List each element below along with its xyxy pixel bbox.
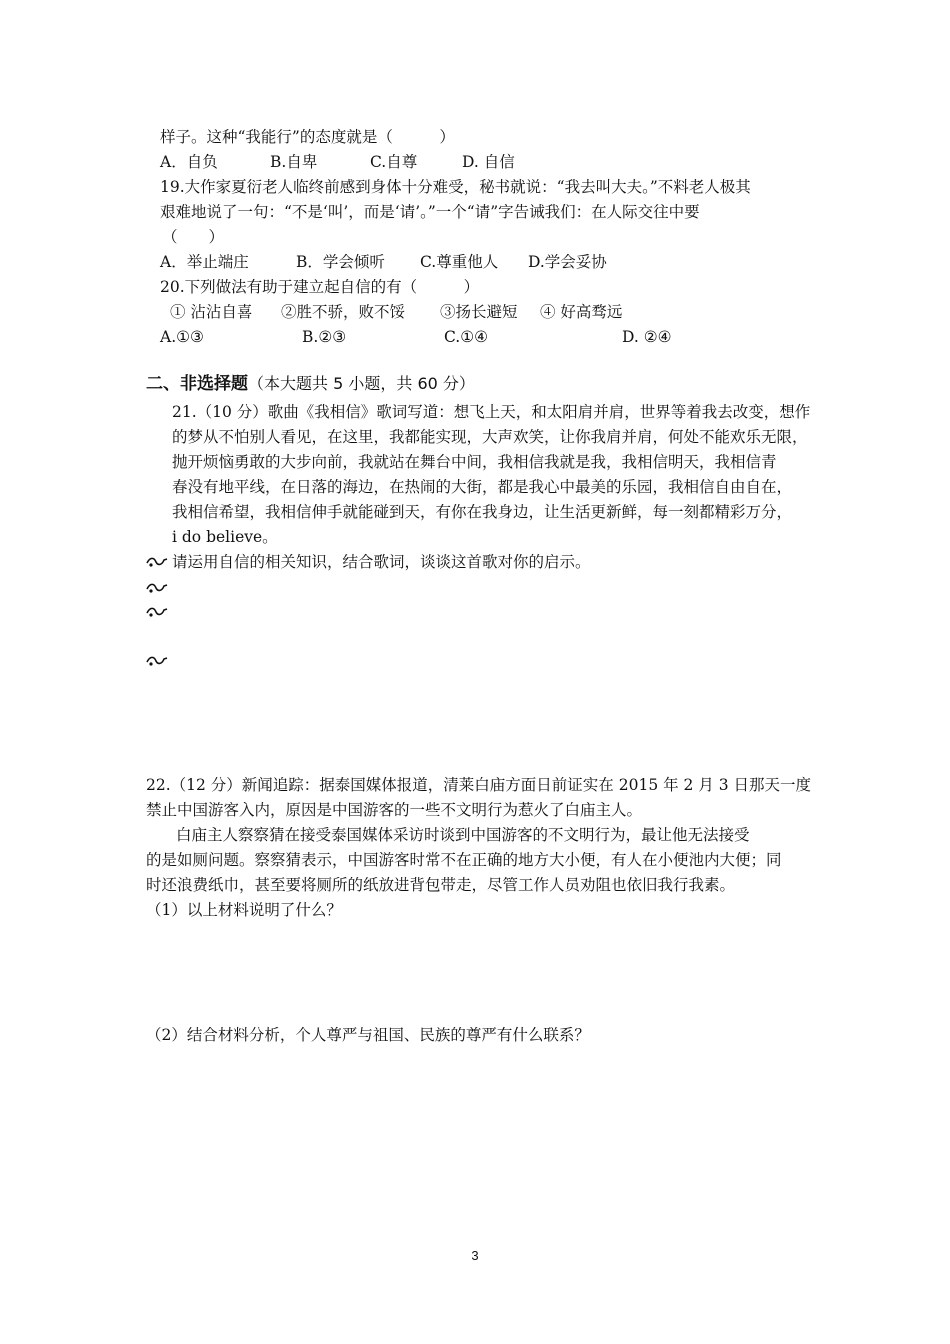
q20-option-a: A.①③ [160,328,204,346]
q19-option-c: C.尊重他人 [420,253,499,271]
q19-option-d: D.学会妥协 [528,253,607,271]
q19-line-1: 19.大作家夏衍老人临终前感到身体十分难受，秘书就说：“我去叫大夫。”不料老人极其 [160,178,751,196]
q22-sub-question-1: （1）以上材料说明了什么？ [146,901,342,919]
q21-line-3: 抛开烦恼勇敢的大步向前，我就站在舞台中间，我相信我就是我，我相信明天，我相信青 [172,453,777,471]
pen-bullet-icon [146,580,168,598]
q20-item-1: ① 沾沾自喜 [170,303,253,321]
q22-line-3: 白庙主人察察猜在接受泰国媒体采访时谈到中国游客的不文明行为，最让他无法接受 [176,826,750,844]
q21-line-5: 我相信希望，我相信伸手就能碰到天，有你在我身边，让生活更新鲜，每一刻都精彩万分， [172,503,793,521]
q21-line-4: 春没有地平线，在日落的海边，在热闹的大街，都是我心中最美的乐园，我相信自由自在， [172,478,793,496]
section-2-subtitle: （本大题共 5 小题，共 60 分） [248,374,475,393]
q18-option-c: C.自尊 [370,153,418,171]
q21-line-1: 21.（10 分）歌曲《我相信》歌词写道：想飞上天，和太阳肩并肩，世界等着我去改变，想作 [172,403,811,421]
q19-line-2: 艰难地说了一句：“不是‘叫’，而是‘请’。”一个“请”字告诫我们：在人际交往中要 [160,203,700,221]
q22-line-2: 禁止中国游客入内，原因是中国游客的一些不文明行为惹火了白庙主人。 [146,801,643,819]
section-2-heading [146,374,475,394]
q20-item-3: ③扬长避短 [440,303,518,321]
q22-line-4: 的是如厕问题。察察猜表示，中国游客时常不在正确的地方大小便，有人在小便池内大便；同 [146,851,782,869]
q21-prompt: 请运用自信的相关知识，结合歌词，谈谈这首歌对你的启示。 [172,553,591,571]
q21-line-6: i do believe。 [172,528,278,546]
q20-item-2: ②胜不骄，败不馁 [281,303,406,321]
q20-line: 20.下列做法有助于建立起自信的有（ ） [160,278,480,296]
section-2-title: 二、非选择题 [146,374,248,394]
q21-line-2: 的梦从不怕别人看见，在这里，我都能实现，大声欢笑，让你我肩并肩，何处不能欢乐无限， [172,428,808,446]
q22-sub-question-2: （2）结合材料分析，个人尊严与祖国、民族的尊严有什么联系？ [146,1026,590,1044]
q19-option-a: A．举止端庄 [160,253,249,271]
pen-bullet-icon [146,653,168,671]
pen-bullet-icon [146,604,168,622]
q18-option-d: D. 自信 [462,153,515,171]
q22-line-5: 时还浪费纸巾，甚至要将厕所的纸放进背包带走，尽管工作人员劝阻也依旧我行我素。 [146,876,736,894]
q18-option-a: A．自负 [160,153,218,171]
q19-blank: （ ） [162,228,225,246]
q20-option-d: D. ②④ [622,328,672,346]
pen-bullet-icon [146,554,168,572]
page-number: 3 [471,1248,479,1263]
q20-option-c: C.①④ [444,328,489,346]
q20-item-4: ④ 好高骛远 [540,303,623,321]
q18-option-b: B.自卑 [270,153,318,171]
q18-tail: 样子。这种“我能行”的态度就是（ ） [160,128,455,146]
q19-option-b: B．学会倾听 [296,253,385,271]
q22-line-1: 22.（12 分）新闻追踪：据泰国媒体报道，清莱白庙方面日前证实在 2015 年 2 月 3 日那天一度 [146,776,812,794]
q20-option-b: B.②③ [302,328,347,346]
